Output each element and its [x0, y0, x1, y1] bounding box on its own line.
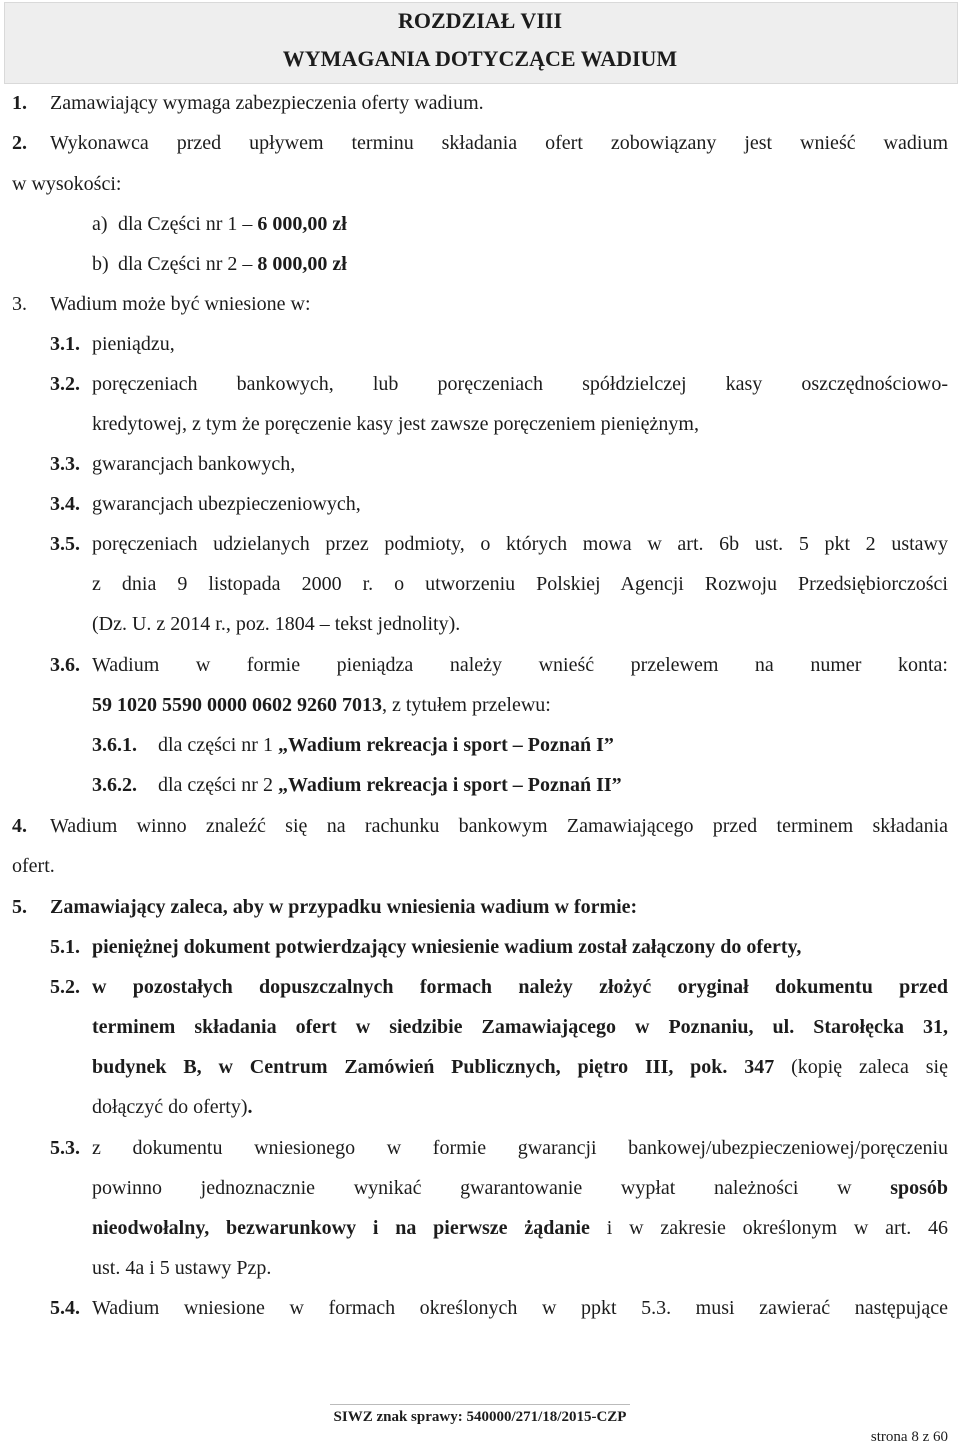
- item-3-1-text: pieniądzu,: [92, 333, 175, 355]
- bank-account-number: 59 1020 5590 0000 0602 9260 7013: [92, 694, 382, 716]
- item-5-text: Zamawiający zaleca, aby w przypadku wniesienia wadium w formie:: [50, 896, 638, 918]
- item-3-5-line-2: z dnia 9 listopada 2000 r. o utworzeniu Polskiej Agencji Rozwoju Przedsiębiorczości: [92, 573, 948, 595]
- item-2a-label: a): [92, 213, 108, 235]
- item-2a: dla Części nr 1 – 6 000,00 zł: [118, 213, 347, 235]
- item-3-3-text: gwarancjach bankowych,: [92, 453, 296, 475]
- item-3-2-line-2: kredytowej, z tym że poręczenie kasy jest zawsze poręczeniem pieniężnym,: [92, 413, 699, 435]
- item-3-5-line-3: (Dz. U. z 2014 r., poz. 1804 – tekst jednolity).: [92, 613, 461, 635]
- item-2b-label: b): [92, 253, 109, 275]
- item-3-1-number: 3.1.: [50, 333, 80, 355]
- item-5-2-line-4: dołączyć do oferty).: [92, 1096, 253, 1118]
- footer-case-number: SIWZ znak sprawy: 540000/271/18/2015-CZP: [333, 1409, 627, 1425]
- item-3-5-line-1: poręczeniach udzielanych przez podmioty, o których mowa w art. 6b ust. 5 pkt 2 ustawy: [92, 533, 948, 555]
- item-3-6-line-2: 59 1020 5590 0000 0602 9260 7013, z tytułem przelewu:: [92, 694, 551, 716]
- chapter-number: ROZDZIAŁ VIII: [397, 8, 563, 33]
- item-3-6-2-text: dla części nr 2 „Wadium rekreacja i sport – Poznań II”: [158, 774, 622, 796]
- item-5-3-line-1: z dokumentu wniesionego w formie gwarancji bankowej/ubezpieczeniowej/poręczeniu: [92, 1137, 948, 1159]
- item-3-2-line-1: poręczeniach bankowych, lub poręczeniach spółdzielczej kasy oszczędnościowo-: [92, 373, 948, 395]
- item-2-number: 2.: [12, 132, 27, 154]
- item-3-6-line-1: Wadium w formie pieniądza należy wnieść przelewem na numer konta:: [92, 654, 948, 676]
- item-5-1-number: 5.1.: [50, 936, 80, 958]
- item-5-3-line-2: powinno jednoznacznie wynikać gwarantowanie wypłat należności w sposób: [92, 1177, 948, 1199]
- item-2-line-2: w wysokości:: [12, 173, 122, 195]
- item-1-text: Zamawiający wymaga zabezpieczenia oferty wadium.: [50, 92, 484, 114]
- item-2b: dla Części nr 2 – 8 000,00 zł: [118, 253, 347, 275]
- item-3-2-number: 3.2.: [50, 373, 80, 395]
- item-3-4-text: gwarancjach ubezpieczeniowych,: [92, 493, 361, 515]
- item-3-3-number: 3.3.: [50, 453, 80, 475]
- item-5-3-line-3: nieodwołalny, bezwarunkowy i na pierwsze żądanie i w zakresie określonym w art. 46: [92, 1217, 948, 1239]
- item-5-1-text: pieniężnej dokument potwierdzający wniesienie wadium został załączony do oferty,: [92, 936, 802, 958]
- item-4-line-1: Wadium winno znaleźć się na rachunku bankowym Zamawiającego przed terminem składania: [50, 815, 948, 837]
- item-3-5-number: 3.5.: [50, 533, 80, 555]
- item-5-2-line-3: budynek B, w Centrum Zamówień Publicznych, piętro III, pok. 347 (kopię zaleca się: [92, 1056, 948, 1078]
- item-5-3-line-4: ust. 4a i 5 ustawy Pzp.: [92, 1257, 272, 1279]
- item-3-6-1-number: 3.6.1.: [92, 734, 137, 756]
- item-3-6-1-text: dla części nr 1 „Wadium rekreacja i sport – Poznań I”: [158, 734, 614, 756]
- footer-rule: [330, 1404, 630, 1405]
- item-5-4-line-1: Wadium wniesione w formach określonych w ppkt 5.3. musi zawierać następujące: [92, 1297, 948, 1319]
- item-3-number: 3.: [12, 293, 27, 315]
- item-5-number: 5.: [12, 896, 27, 918]
- item-5-4-number: 5.4.: [50, 1297, 80, 1319]
- item-5-2-line-2: terminem składania ofert w siedzibie Zamawiającego w Poznaniu, ul. Starołęcka 31,: [92, 1016, 948, 1038]
- item-5-2-number: 5.2.: [50, 976, 80, 998]
- item-3-6-number: 3.6.: [50, 654, 80, 676]
- item-2-line-1: Wykonawca przed upływem terminu składania ofert zobowiązany jest wnieść wadium: [50, 132, 948, 154]
- page-number: strona 8 z 60: [870, 1429, 948, 1445]
- item-4-number: 4.: [12, 815, 27, 837]
- item-5-2-line-1: w pozostałych dopuszczalnych formach należy złożyć oryginał dokumentu przed: [92, 976, 948, 998]
- item-1-number: 1.: [12, 92, 27, 114]
- item-3-4-number: 3.4.: [50, 493, 80, 515]
- item-3-6-2-number: 3.6.2.: [92, 774, 137, 796]
- item-3-text: Wadium może być wniesione w:: [50, 293, 311, 315]
- item-4-line-2: ofert.: [12, 855, 55, 877]
- item-5-3-number: 5.3.: [50, 1137, 80, 1159]
- chapter-title: WYMAGANIA DOTYCZĄCE WADIUM: [282, 46, 678, 71]
